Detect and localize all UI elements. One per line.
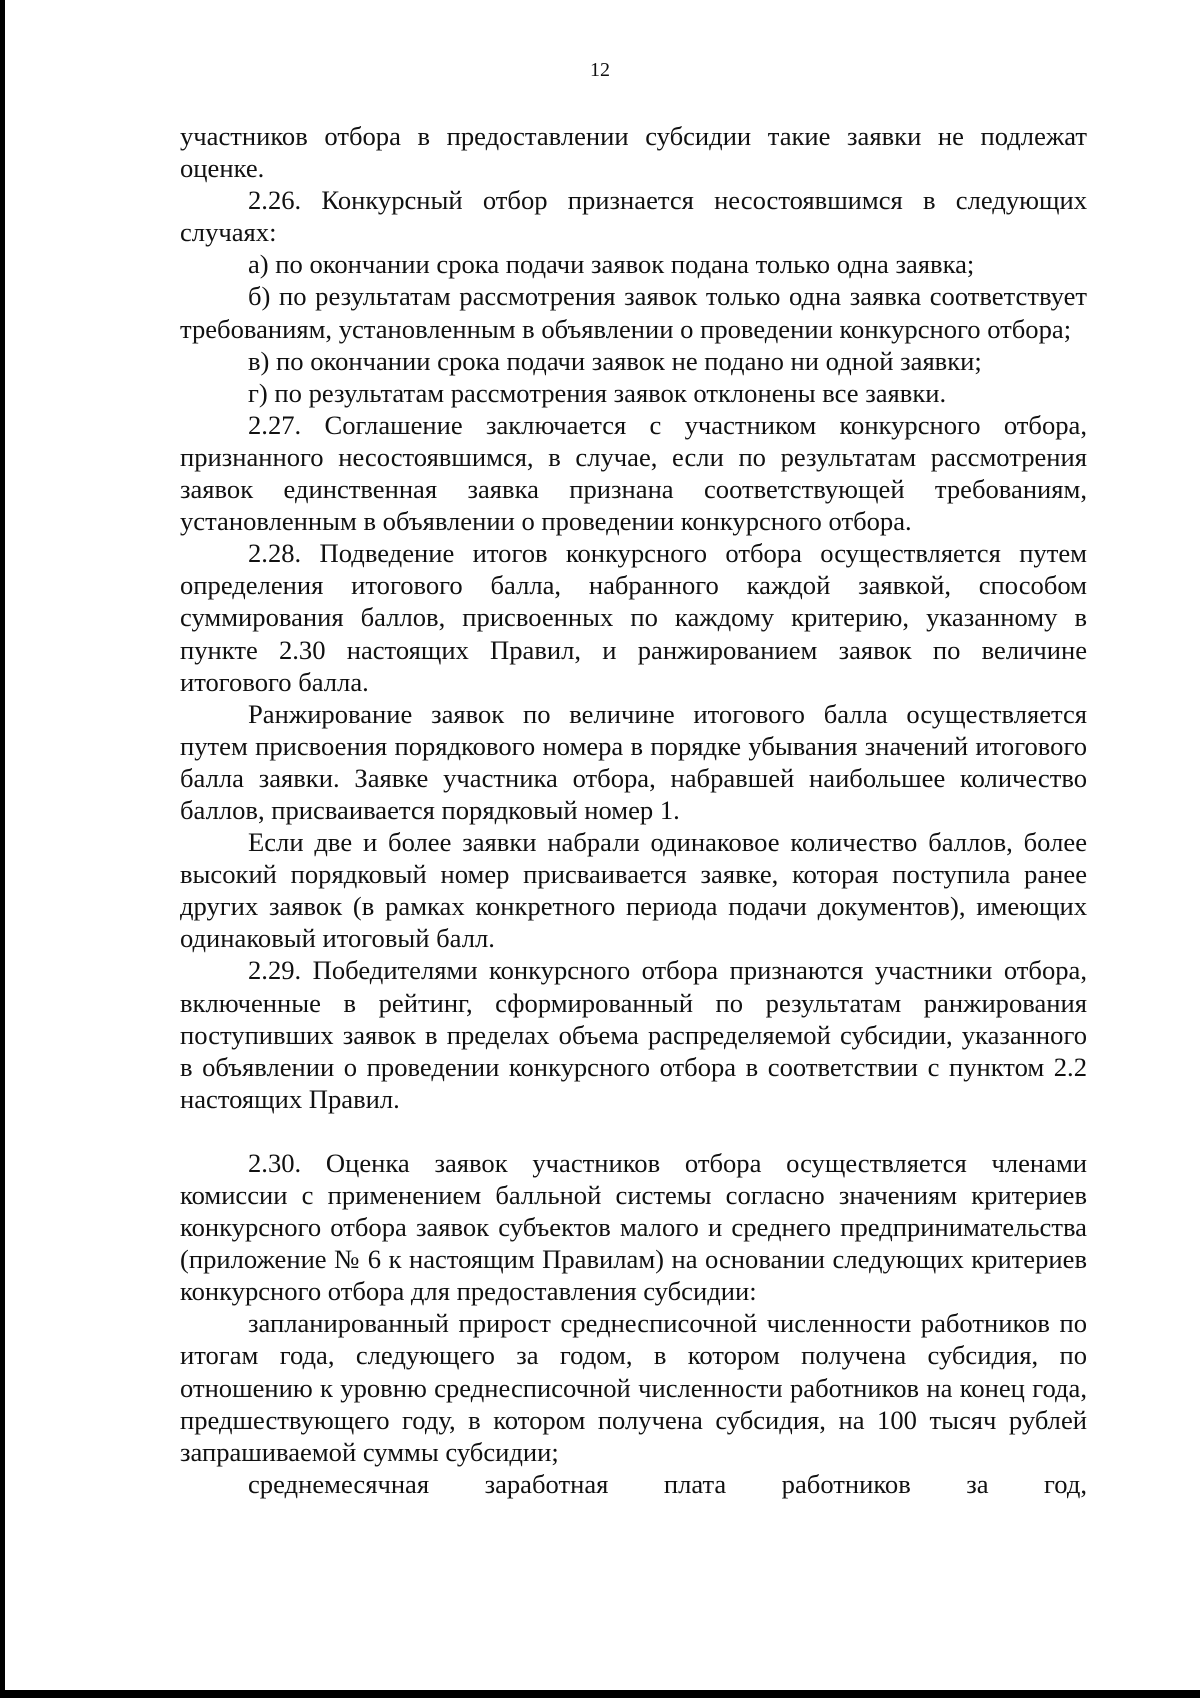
list-item-a: а) по окончании срока подачи заявок подана только одна заявка; [248,249,975,280]
page-number: 12 [590,59,610,81]
paragraph-equal-scores: Если две и более заявки набрали одинаковое количество баллов, более высокий порядковый номер присваивается заявке, которая поступила ранее других заявок (в рамках конкретного периода подачи документов), имеющих одинаковый итоговый балл. [180,827,1087,954]
paragraph-continuation: участников отбора в предоставлении субсидии такие заявки не подлежат оценке. [180,121,1087,184]
paragraph-gap [180,1115,1087,1147]
paragraph-2-27: 2.27. Соглашение заключается с участником конкурсного отбора, признанного несостоявшимся, в случае, если по результатам рассмотрения заявок единственная заявка признана соответствующей требованиям, установленным в объявлении о проведении конкурсного отбора. [180,409,1087,537]
paragraph-2-29: 2.29. Победителями конкурсного отбора признаются участники отбора, включенные в рейтинг, сформированный по результатам ранжирования поступивших заявок в пределах объема распределяемой субсидии, указанного в объявлении о проведении конкурсного отбора в соответствии с пунктом 2.2 настоящих Правил. [180,955,1087,1114]
criterion-employment-growth: запланированный прирост среднесписочной численности работников по итогам года, следующего за годом, в котором получена субсидия, по отношению к уровню среднесписочной численности работников на конец года, предшествующего году, в котором получена субсидия, на 100 тысяч рублей запрашиваемой суммы субсидии; [180,1308,1087,1467]
scan-edge-bottom [0,1690,1200,1698]
list-item-b: б) по результатам рассмотрения заявок только одна заявка соответствует требованиям, установленным в объявлении о проведении конкурсного отбора; [180,281,1087,344]
paragraph-2-26: 2.26. Конкурсный отбор признается несостоявшимся в следующих случаях: [180,185,1087,248]
criterion-average-salary: среднемесячная заработная плата работников за год, [248,1468,1087,1499]
scan-edge-left [0,0,5,1698]
list-item-g: г) по результатам рассмотрения заявок отклонены все заявки. [248,377,947,408]
paragraph-ranking: Ранжирование заявок по величине итогового балла осуществляется путем присвоения порядкового номера в порядке убывания значений итогового балла заявки. Заявке участника отбора, набравшей наибольшее количество баллов, присваивается порядковый номер 1. [180,698,1087,825]
paragraph-2-28: 2.28. Подведение итогов конкурсного отбора осуществляется путем определения итогового балла, набранного каждой заявкой, способом суммирования баллов, присвоенных по каждому критерию, указанному в пункте 2.30 настоящих Правил, и ранжированием заявок по величине итогового балла. [180,538,1087,697]
paragraph-2-30: 2.30. Оценка заявок участников отбора осуществляется членами комиссии с применением балльной системы согласно значениям критериев конкурсного отбора заявок субъектов малого и среднего предпринимательства (приложение № 6 к настоящим Правилам) на основании следующих критериев конкурсного отбора для предоставления субсидии: [180,1147,1087,1307]
body-text [180,120,1087,1500]
list-item-v: в) по окончании срока подачи заявок не подано ни одной заявки; [248,345,982,376]
